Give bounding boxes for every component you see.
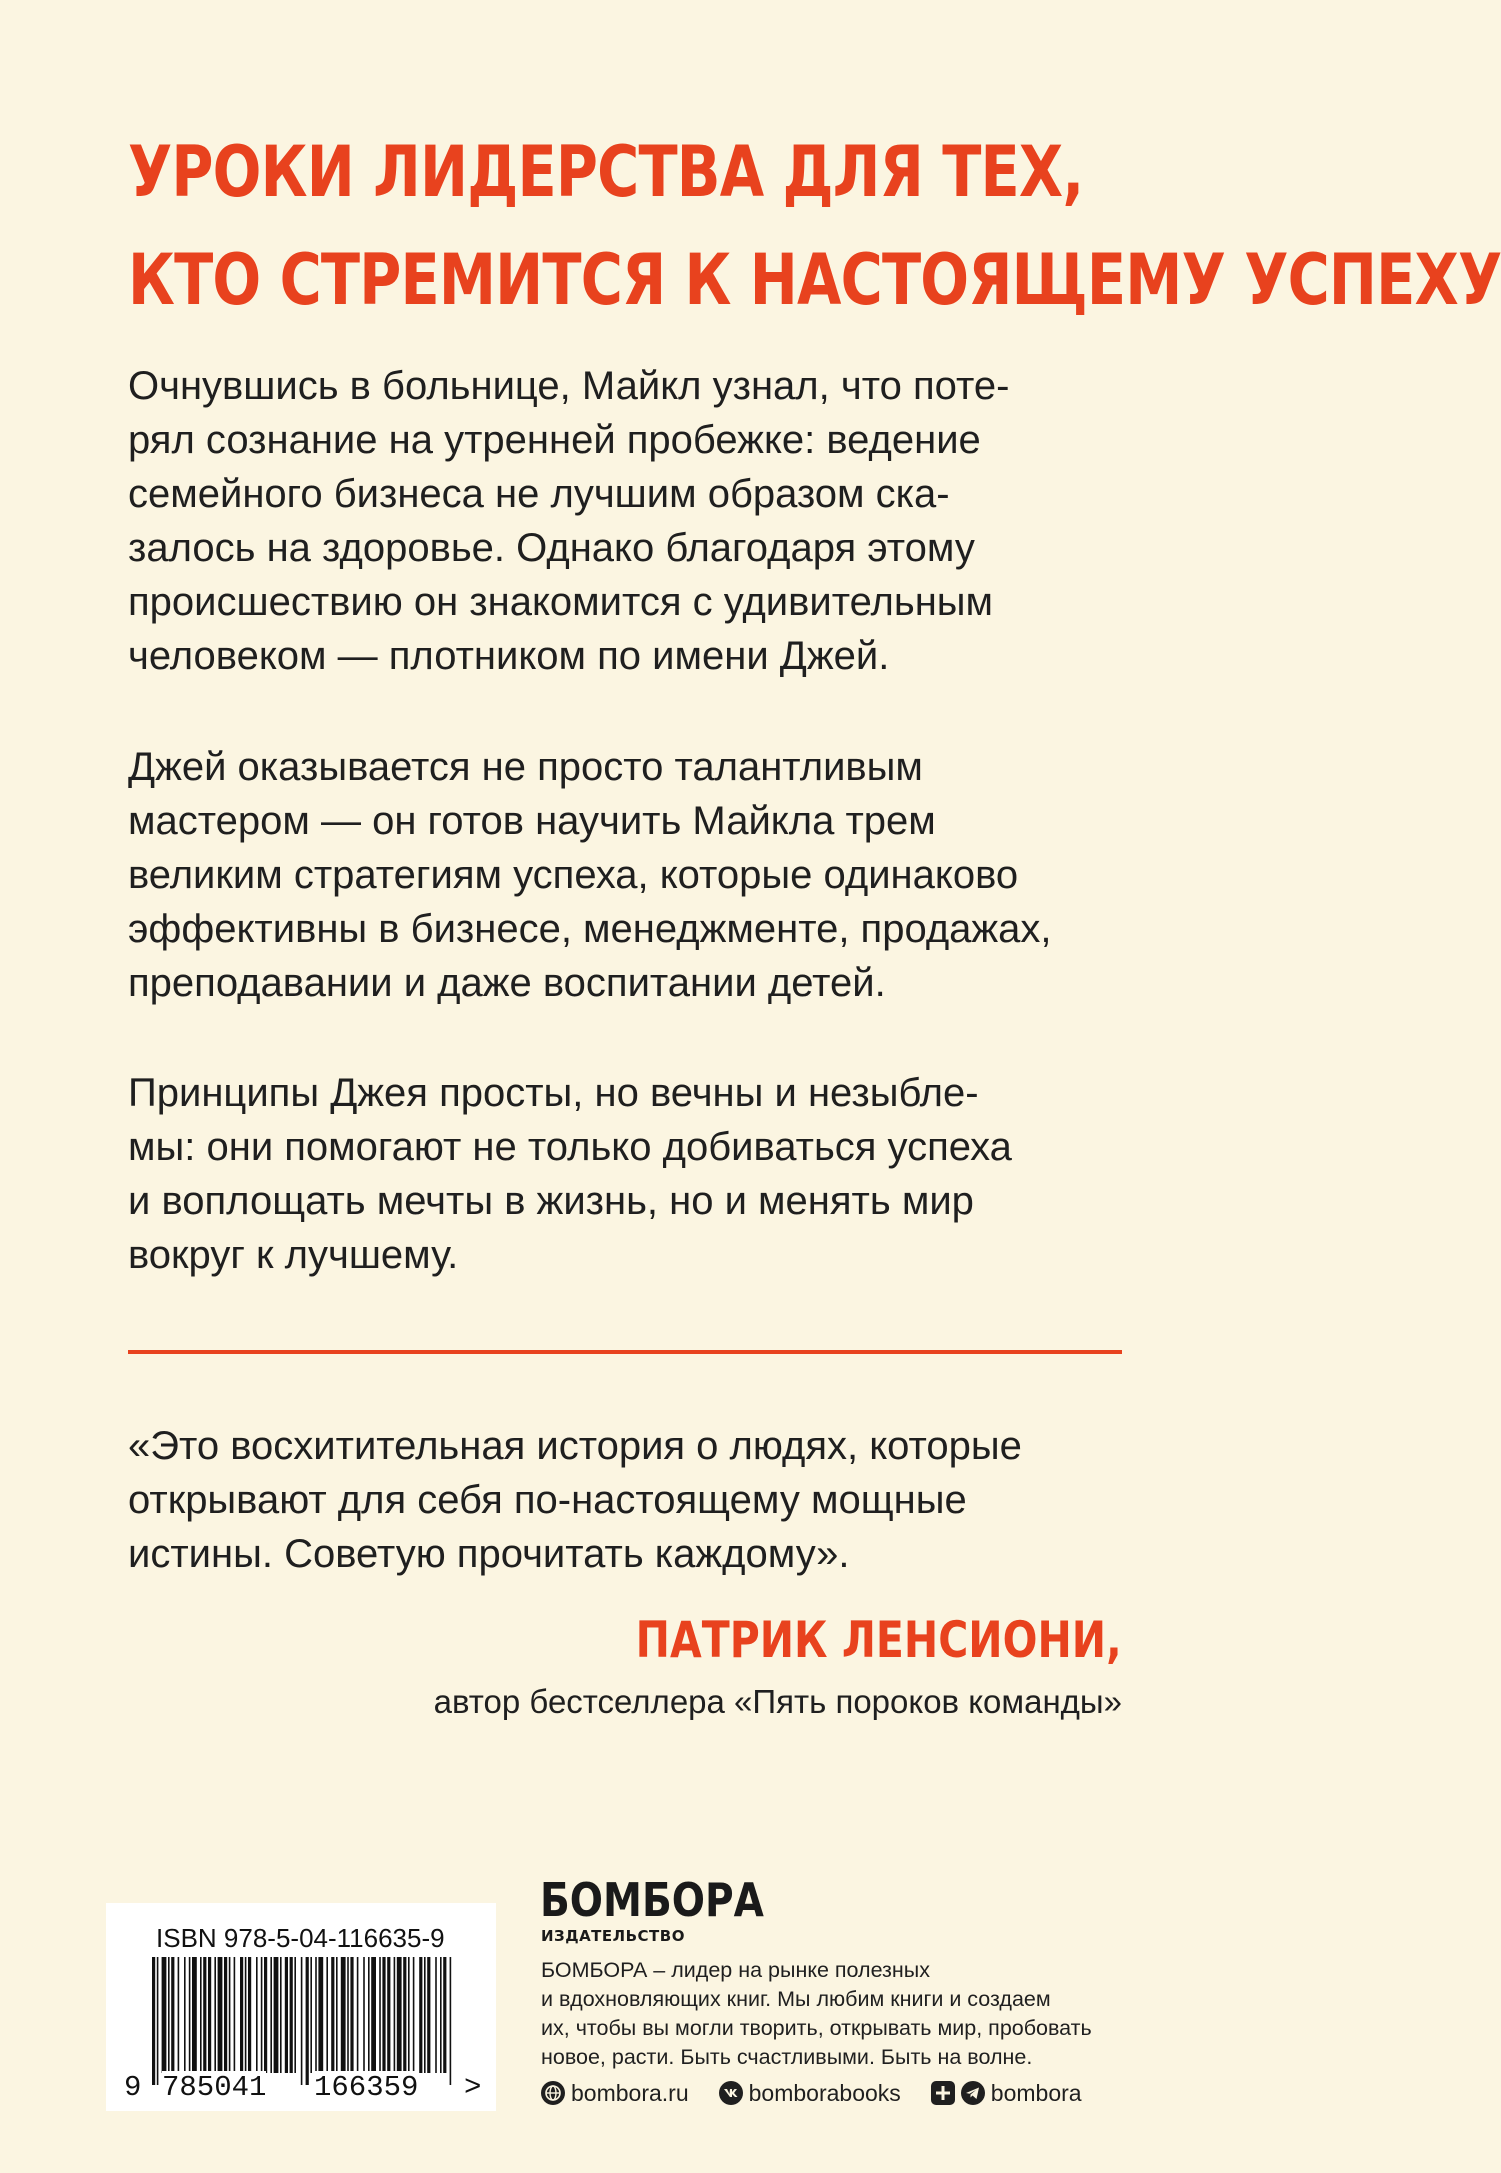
barcode-bar bbox=[208, 1957, 211, 2073]
text-line: великим стратегиям успеха, которые одинаково bbox=[128, 853, 1019, 897]
barcode-digits-right: 166359 bbox=[314, 2071, 419, 2104]
paragraph-1 bbox=[128, 359, 1238, 683]
barcode-bar bbox=[178, 1957, 180, 2073]
barcode-bar bbox=[424, 1957, 426, 2073]
headline-line: КТО СТРЕМИТСЯ К НАСТОЯЩЕМУ УСПЕХУ bbox=[128, 239, 1501, 321]
barcode-bar bbox=[419, 1957, 422, 2073]
text-line: рял сознание на утренней пробежке: ведение bbox=[128, 418, 981, 462]
text-line: Очнувшись в больнице, Майкл узнал, что поте- bbox=[128, 364, 1010, 408]
quote-line: истины. Советую прочитать каждому». bbox=[128, 1532, 850, 1576]
barcode-bar bbox=[357, 1957, 359, 2073]
barcode-bar bbox=[331, 1957, 334, 2073]
divider bbox=[128, 1350, 1122, 1354]
vk-icon bbox=[719, 2081, 743, 2105]
barcode-bar bbox=[248, 1957, 251, 2073]
barcode-bar bbox=[171, 1957, 174, 2073]
text-line: преподавании и даже воспитании детей. bbox=[128, 961, 886, 1005]
publisher-subtitle: ИЗДАТЕЛЬСТВО bbox=[541, 1927, 685, 1945]
barcode-bar bbox=[234, 1957, 236, 2073]
isbn-label: ISBN 978-5-04-116635-9 bbox=[156, 1923, 445, 1953]
barcode-bar bbox=[318, 1957, 323, 2073]
barcode-bar bbox=[379, 1957, 381, 2073]
barcode-bar bbox=[184, 1957, 186, 2073]
barcode-bar bbox=[403, 1957, 406, 2073]
text-line: происшествию он знакомится с удивительным bbox=[128, 580, 994, 624]
website-link[interactable] bbox=[541, 2080, 689, 2107]
barcode-bar bbox=[368, 1957, 370, 2073]
globe-icon bbox=[541, 2081, 565, 2105]
text-line: БОМБОРА – лидер на рынке полезных bbox=[541, 1958, 930, 1982]
barcode-bar bbox=[152, 1957, 155, 2085]
text-line: Джей оказывается не просто талантливым bbox=[128, 745, 923, 789]
publisher-links bbox=[541, 2076, 1112, 2110]
text-line: эффективны в бизнесе, менеджменте, продажах, bbox=[128, 907, 1052, 951]
barcode-bar bbox=[427, 1957, 430, 2073]
barcode-bar bbox=[229, 1957, 231, 2073]
telegram-icon bbox=[961, 2081, 985, 2105]
barcode-bar bbox=[203, 1957, 206, 2073]
text-line: новое, расти. Быть счастливыми. Быть на волне. bbox=[541, 2045, 1033, 2069]
barcode-bar bbox=[315, 1957, 317, 2073]
website-label: bombora.ru bbox=[571, 2079, 689, 2106]
barcode-bar bbox=[387, 1957, 390, 2073]
text-line: человеком — плотником по имени Джей. bbox=[128, 634, 890, 678]
barcode-bar bbox=[162, 1957, 167, 2073]
barcode-bar bbox=[157, 1957, 159, 2085]
publisher-description bbox=[541, 1956, 1141, 2072]
barcode-bar bbox=[256, 1957, 258, 2073]
text-line: их, чтобы вы могли творить, открывать мир, пробовать bbox=[541, 2016, 1092, 2040]
barcode-bar bbox=[270, 1957, 272, 2073]
vk-label: bomborabooks bbox=[748, 2079, 901, 2106]
barcode-bar bbox=[224, 1957, 227, 2073]
quote-line: открывают для себя по-настоящему мощные bbox=[128, 1478, 967, 1522]
telegram-label: bombora bbox=[990, 2079, 1082, 2106]
barcode-bar bbox=[341, 1957, 346, 2073]
text-line: вокруг к лучшему. bbox=[128, 1233, 459, 1277]
barcode-bar bbox=[310, 1957, 312, 2073]
barcode-bar bbox=[450, 1957, 452, 2085]
barcode-bar bbox=[290, 1957, 293, 2073]
barcode-bar bbox=[200, 1957, 202, 2073]
text-line: Принципы Джея просты, но вечны и незыбле- bbox=[128, 1071, 979, 1115]
barcode-bar bbox=[264, 1957, 267, 2073]
barcode-bar bbox=[301, 1957, 303, 2085]
publisher-logo: БОМБОРА bbox=[540, 1873, 764, 1927]
paragraph-2 bbox=[128, 740, 1238, 1010]
barcode-bar bbox=[285, 1957, 288, 2073]
text-line: мастером — он готов научить Майкла трем bbox=[128, 799, 936, 843]
barcode-bar bbox=[350, 1957, 353, 2073]
barcode-bar bbox=[363, 1957, 365, 2073]
quote-line: «Это восхитительная история о людях, которые bbox=[128, 1424, 1022, 1468]
barcode-bar bbox=[413, 1957, 415, 2073]
barcode-bar bbox=[397, 1957, 402, 2073]
barcode-bar bbox=[336, 1957, 338, 2073]
text-line: и воплощать мечты в жизнь, но и менять мир bbox=[128, 1179, 974, 1223]
barcode-bar bbox=[192, 1957, 197, 2073]
vk-link[interactable] bbox=[719, 2080, 901, 2107]
text-line: залось на здоровье. Однако благодаря этому bbox=[128, 526, 975, 570]
barcode-arrow: > bbox=[464, 2071, 482, 2104]
headline-line: УРОКИ ЛИДЕРСТВА ДЛЯ ТЕХ, bbox=[128, 131, 1084, 213]
paragraph-3 bbox=[128, 1066, 1238, 1282]
barcode-bar bbox=[261, 1957, 263, 2073]
text-line: мы: они помогают не только добиваться успеха bbox=[128, 1125, 1012, 1169]
headline bbox=[128, 118, 1501, 334]
barcode-bar bbox=[435, 1957, 437, 2073]
barcode-bar bbox=[214, 1957, 216, 2073]
text-line: семейного бизнеса не лучшим образом ска- bbox=[128, 472, 950, 516]
barcode-bar bbox=[168, 1957, 170, 2073]
barcode-digits-left: 785041 bbox=[162, 2071, 267, 2104]
quote bbox=[128, 1419, 1238, 1581]
barcode-bar bbox=[440, 1957, 442, 2073]
quote-author-name: ПАТРИК ЛЕНСИОНИ, bbox=[635, 1611, 1122, 1669]
barcode-bar bbox=[280, 1957, 282, 2073]
barcode bbox=[106, 1903, 496, 2111]
barcode-bar bbox=[443, 1957, 446, 2073]
barcode-bar bbox=[218, 1957, 223, 2073]
barcode-digit-first: 9 bbox=[124, 2071, 142, 2104]
barcode-bar bbox=[189, 1957, 191, 2073]
barcode-bar bbox=[240, 1957, 243, 2073]
quote-author-role: автор бестселлера «Пять пороков команды» bbox=[433, 1683, 1122, 1720]
barcode-bar bbox=[382, 1957, 385, 2073]
barcode-bar bbox=[245, 1957, 247, 2073]
barcode-bar bbox=[347, 1957, 349, 2073]
barcode-bar bbox=[394, 1957, 396, 2073]
text-line: и вдохновляющих книг. Мы любим книги и создаем bbox=[541, 1987, 1051, 2011]
barcode-bar bbox=[294, 1957, 296, 2073]
barcode-bar bbox=[371, 1957, 376, 2073]
plus-icon bbox=[931, 2081, 955, 2105]
barcode-bar bbox=[274, 1957, 279, 2073]
barcode-bars bbox=[152, 1957, 452, 2085]
barcode-bar bbox=[306, 1957, 309, 2085]
barcode-bar bbox=[326, 1957, 328, 2073]
barcode-bar bbox=[408, 1957, 410, 2073]
telegram-link[interactable] bbox=[931, 2080, 1082, 2107]
